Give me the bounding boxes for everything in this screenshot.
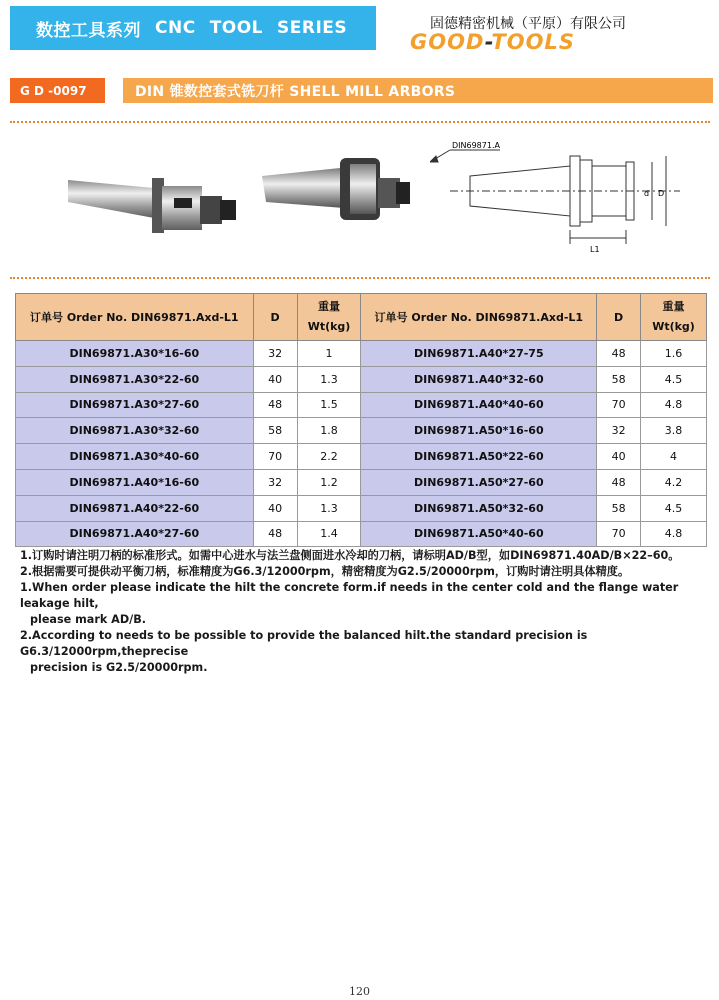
dotted-divider-bottom [10,277,710,279]
header-d-2: D [597,294,641,341]
series-en-tool: TOOL [209,18,264,38]
arbor-photo-1 [62,158,242,258]
header-order-no: 订单号 Order No. DIN69871.Axd-L1 [16,294,254,341]
d-cell: 32 [253,469,297,495]
d-cell: 48 [597,341,641,367]
table-row [16,366,707,392]
note-zh-2: 2.根据需要可提供动平衡刀柄，标准精度为G6.3/12000rpm，精密精度为G2.5/20000rpm，订购时请注明具体精度。 [20,565,630,578]
brand-part-tools: TOOLS [491,30,575,54]
weight-cell: 1.5 [297,392,361,418]
order-no-cell: DIN69871.A40*16-60 [16,469,254,495]
d-cell: 70 [253,444,297,470]
arbor-photo-2 [258,150,418,250]
header-order-no-2: 订单号 Order No. DIN69871.Axd-L1 [361,294,597,341]
weight-cell: 1.4 [297,521,361,547]
order-no-cell: DIN69871.A30*40-60 [16,444,254,470]
header-weight-en-2: Wt(kg) [652,320,695,333]
d-cell: 48 [253,392,297,418]
d-cell: 40 [597,444,641,470]
weight-cell: 4.8 [641,392,707,418]
note-en-2: 2.According to needs to be possible to provide the balanced hilt.the standard precision is G6.3/12000rpm,theprecise [20,629,588,658]
dotted-divider-top [10,121,710,123]
brand-logo [410,30,575,54]
d-cell: 70 [597,392,641,418]
order-no-cell: DIN69871.A40*27-60 [16,521,254,547]
weight-cell: 4.5 [641,495,707,521]
technical-drawing [430,140,700,258]
note-en-1-cont: please mark AD/B. [30,613,146,626]
order-no-cell: DIN69871.A30*16-60 [16,341,254,367]
drawing-label-D: D [658,189,665,198]
spec-table [15,293,707,547]
weight-cell: 1.6 [641,341,707,367]
table-row [16,495,707,521]
order-no-cell: DIN69871.A50*16-60 [361,418,597,444]
note-en-2-cont: precision is G2.5/20000rpm. [30,661,208,674]
product-code: G D -0097 [10,78,105,103]
page-number: 120 [349,985,370,998]
d-cell: 40 [253,366,297,392]
weight-cell: 4.2 [641,469,707,495]
d-cell: 58 [597,495,641,521]
order-no-cell: DIN69871.A50*40-60 [361,521,597,547]
table-header-row [16,294,707,341]
order-no-cell: DIN69871.A30*27-60 [16,392,254,418]
d-cell: 32 [253,341,297,367]
header-weight-zh: 重量 [318,300,341,313]
table-row [16,418,707,444]
weight-cell: 1.3 [297,495,361,521]
d-cell: 58 [253,418,297,444]
series-banner [10,6,376,50]
series-en-series: SERIES [277,18,348,38]
order-no-cell: DIN69871.A50*32-60 [361,495,597,521]
order-no-cell: DIN69871.A30*32-60 [16,418,254,444]
d-cell: 48 [253,521,297,547]
drawing-label-L1: L1 [590,245,600,254]
order-no-cell: DIN69871.A40*22-60 [16,495,254,521]
order-no-cell: DIN69871.A40*27-75 [361,341,597,367]
note-zh-1: 1.订购时请注明刀柄的标准形式。如需中心进水与法兰盘侧面进水冷却的刀柄，请标明AD/B型，如DIN69871.40AD/B×22–60。 [20,549,680,562]
note-en-1: 1.When order please indicate the hilt the concrete form.if needs in the center cold and the flange water leakage hilt, [20,581,679,610]
order-no-cell: DIN69871.A40*32-60 [361,366,597,392]
d-cell: 32 [597,418,641,444]
order-no-cell: DIN69871.A40*40-60 [361,392,597,418]
table-row [16,521,707,547]
weight-cell: 1 [297,341,361,367]
product-title: DIN 锥数控套式铣刀杆 SHELL MILL ARBORS [123,78,713,103]
brand-part-good: GOOD [410,30,485,54]
d-cell: 70 [597,521,641,547]
header-weight-en: Wt(kg) [307,320,351,333]
d-cell: 48 [597,469,641,495]
header-weight-zh-2: 重量 [662,300,685,313]
weight-cell: 1.8 [297,418,361,444]
order-no-cell: DIN69871.A50*22-60 [361,444,597,470]
weight-cell: 4.8 [641,521,707,547]
weight-cell: 1.2 [297,469,361,495]
d-cell: 58 [597,366,641,392]
d-cell: 40 [253,495,297,521]
header-weight [297,294,361,341]
order-no-cell: DIN69871.A30*22-60 [16,366,254,392]
table-row [16,469,707,495]
weight-cell: 1.3 [297,366,361,392]
series-en-cnc: CNC [155,18,196,38]
table-row [16,392,707,418]
weight-cell: 4 [641,444,707,470]
drawing-label-top: DIN69871.A [452,141,500,150]
header-d: D [253,294,297,341]
series-zh: 数控工具系列 [36,20,141,41]
brand-dash: - [484,30,492,54]
weight-cell: 3.8 [641,418,707,444]
weight-cell: 4.5 [641,366,707,392]
order-no-cell: DIN69871.A50*27-60 [361,469,597,495]
table-row [16,444,707,470]
drawing-label-d: d [644,189,650,198]
weight-cell: 2.2 [297,444,361,470]
header-weight-2 [641,294,707,341]
table-row [16,341,707,367]
order-notes [20,548,700,676]
company-name-zh: 固德精密机械（平原）有限公司 [430,16,626,32]
